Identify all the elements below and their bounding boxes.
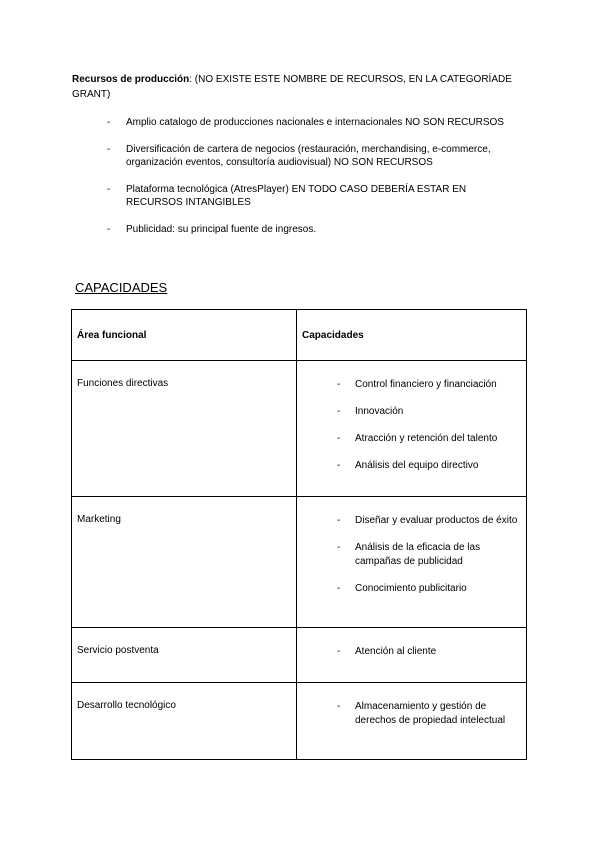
column-header-area: Área funcional: [77, 329, 147, 341]
list-item: - Almacenamiento y gestión de derechos de propiedad intelectual: [337, 700, 518, 728]
area-cell: Desarrollo tecnológico: [77, 700, 176, 711]
list-item: - Diversificación de cartera de negocios (restauración, merchandising, e-commerce, organización eventos, consultoría audiovisual) NO SON RECURSOS: [107, 143, 512, 170]
capacities-cell: [297, 683, 526, 751]
list-item-text: Publicidad: su principal fuente de ingresos.: [126, 223, 317, 235]
list-item-text: Diversificación de cartera de negocios (restauración, merchandising, e-commerce, organización eventos, consultoría audiovisual) NO SON RECURSOS: [126, 143, 491, 168]
table-row: [72, 628, 527, 683]
table-row: [72, 683, 527, 760]
capacity-text: Atracción y retención del talento: [355, 433, 498, 444]
column-header-capacities: Capacidades: [302, 329, 364, 341]
section-title: CAPACIDADES: [75, 280, 168, 295]
table-header-row: [72, 310, 527, 361]
list-item: - Conocimiento publicitario: [337, 582, 518, 596]
capacity-text: Control financiero y financiación: [355, 379, 497, 390]
capacity-text: Innovación: [355, 406, 404, 417]
list-item: - Publicidad: su principal fuente de ingresos.: [107, 223, 512, 237]
table-row: [72, 361, 527, 497]
list-item: - Atención al cliente: [337, 645, 518, 659]
list-item: - Amplio catalogo de producciones nacionales e internacionales NO SON RECURSOS: [107, 116, 512, 130]
list-item: - Innovación: [337, 405, 518, 419]
list-item: - Atracción y retención del talento: [337, 432, 518, 446]
capacity-text: Conocimiento publicitario: [355, 583, 467, 594]
table-row: [72, 497, 527, 628]
list-item-text: Amplio catalogo de producciones nacionales e internacionales NO SON RECURSOS: [126, 117, 504, 128]
list-item: - Diseñar y evaluar productos de éxito: [337, 515, 518, 526]
capacity-text: Análisis de la eficacia de las campañas de publicidad: [355, 542, 481, 567]
list-item: - Análisis de la eficacia de las campañas de publicidad: [337, 541, 518, 569]
capacities-cell: [297, 361, 526, 496]
list-item: - Plataforma tecnológica (AtresPlayer) EN TODO CASO DEBERÍA ESTAR EN RECURSOS INTANGIBLES: [107, 183, 512, 210]
capacities-cell: [297, 497, 526, 619]
resources-heading-bold: Recursos de producción: [72, 74, 190, 85]
list-item: - Análisis del equipo directivo: [337, 459, 518, 473]
capacity-text: Diseñar y evaluar productos de éxito: [355, 515, 518, 526]
resources-list: [107, 116, 512, 249]
capacity-text: Análisis del equipo directivo: [355, 460, 479, 471]
list-item-text: Plataforma tecnológica (AtresPlayer) EN TODO CASO DEBERÍA ESTAR EN RECURSOS INTANGIBLES: [126, 183, 467, 208]
list-item: - Control financiero y financiación: [337, 378, 518, 392]
capacity-text: Atención al cliente: [355, 646, 437, 657]
resources-heading-note: : (NO EXISTE ESTE NOMBRE DE RECURSOS, EN LA CATEGORÍADE GRANT): [72, 74, 512, 100]
capacities-table: [71, 309, 527, 760]
area-cell: Marketing: [77, 514, 121, 525]
capacity-text: Almacenamiento y gestión de derechos de propiedad intelectual: [355, 701, 506, 726]
area-cell: Servicio postventa: [77, 645, 159, 656]
resources-heading: [72, 72, 512, 102]
capacities-cell: [297, 628, 526, 682]
area-cell: Funciones directivas: [77, 378, 169, 389]
